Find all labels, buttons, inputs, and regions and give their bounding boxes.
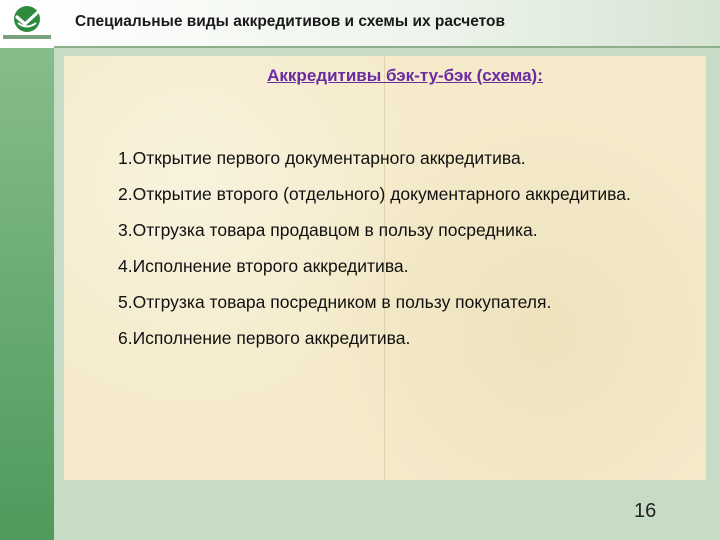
list-item: 4.Исполнение второго аккредитива. (118, 256, 409, 276)
panel-heading: Аккредитивы бэк-ту-бэк (схема): (267, 66, 543, 85)
header-divider (54, 46, 720, 48)
list-item: 6.Исполнение первого аккредитива. (118, 328, 411, 348)
slide-title: Специальные виды аккредитивов и схемы их расчетов (75, 13, 506, 30)
list-item: 5.Отгрузка товара посредником в пользу покупателя. (118, 292, 552, 312)
list-item: 1.Открытие первого документарного аккредитива. (118, 148, 526, 168)
logo-caption-mark (3, 35, 51, 39)
left-accent-strip (0, 0, 54, 540)
list-item: 2.Открытие второго (отдельного) документарного аккредитива. (118, 184, 631, 204)
content-panel (64, 56, 706, 480)
steps-list (74, 144, 694, 360)
page-number: 16 (634, 500, 657, 522)
list-item: 3.Отгрузка товара продавцом в пользу посредника. (118, 220, 538, 240)
